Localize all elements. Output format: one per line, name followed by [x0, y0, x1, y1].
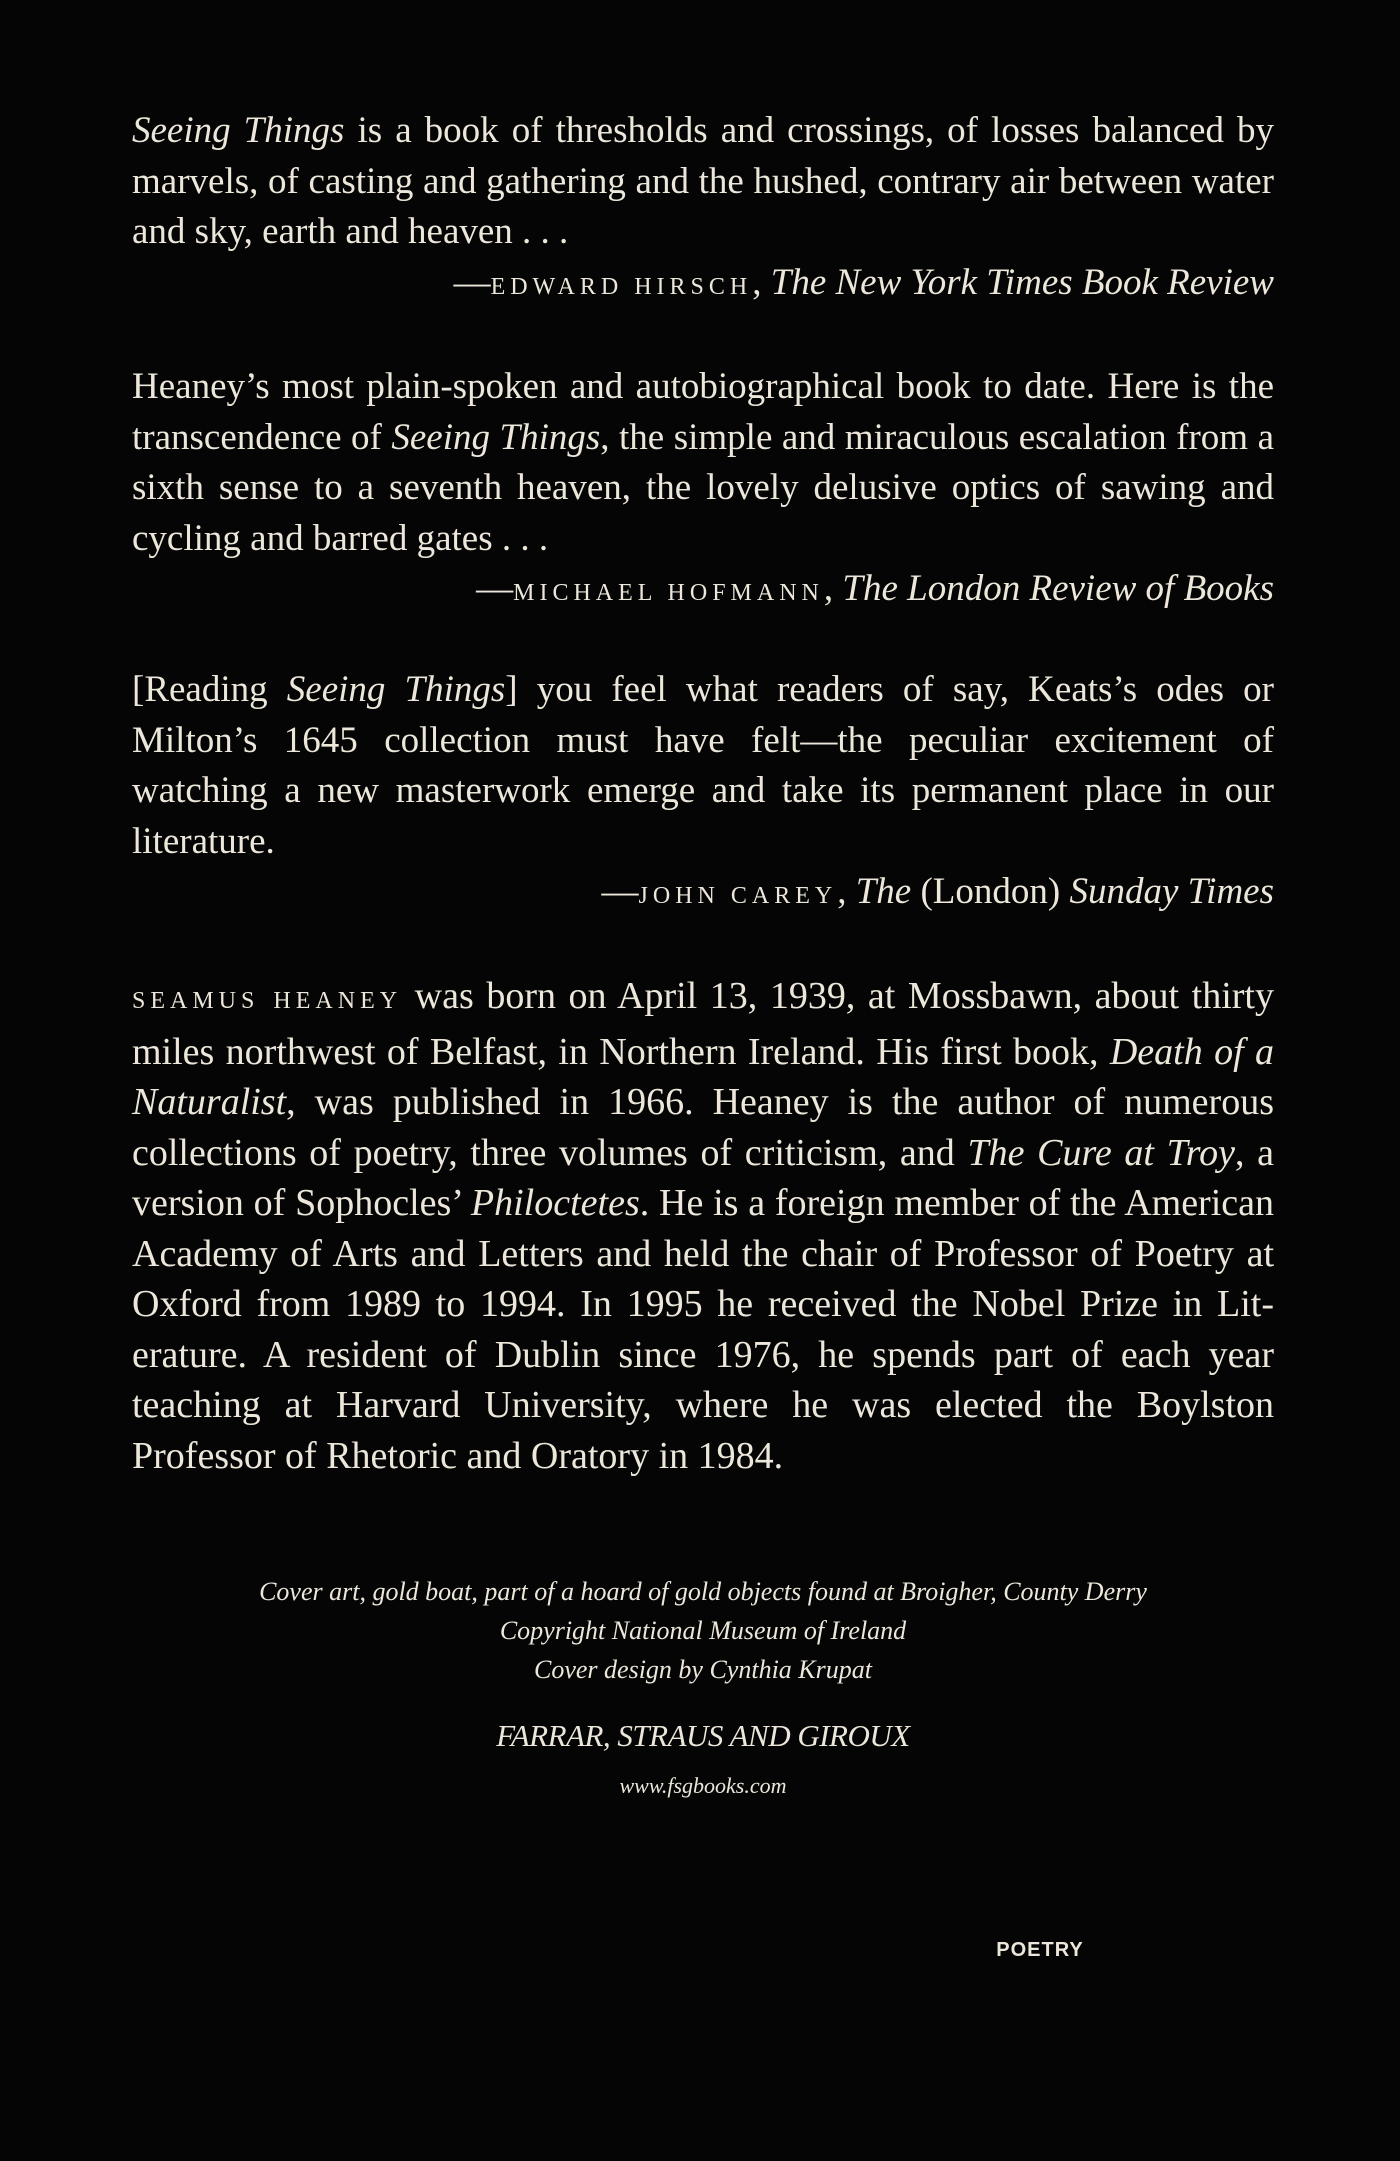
- review-attribution: —MICHAEL HOFMANN, The London Review of Books: [476, 568, 1274, 609]
- publication-name: The London Review of Books: [842, 568, 1274, 609]
- publisher-url: www.fsgbooks.com: [619, 1773, 787, 1798]
- book-title: Seeing Things: [132, 110, 345, 151]
- reviewer-name: EDWARD HIRSCH: [490, 273, 753, 300]
- review-attribution: —EDWARD HIRSCH, The New York Times Book Review: [453, 261, 1274, 303]
- review-body-b: ] you feel what readers of say, Keats’s odes or Milton’s 1645 collection must have felt—the peculiar excitement of watching a new masterwork emerge and take its permanent place in our literature.: [132, 669, 1274, 862]
- credit-line-copyright: Copyright National Museum of Ireland: [499, 1616, 907, 1645]
- bio-text-d: . He is a foreign member of the American Academy of Arts and Letters and held the chair of Professor of Poetry at Oxford from 1989 to 1994. In 1995 he received the Nobel Prize in Literature. A resident of Dublin since 1976, he spends part of each year teaching at Harvard University, where he was elected the Boylston Professor of Rhetoric and Oratory in 1984.: [132, 1182, 1275, 1477]
- review-text: [132, 106, 1274, 258]
- review-hirsch: [132, 106, 1274, 312]
- review-text: [132, 665, 1274, 867]
- review-body-a: Heaney’s most plain-spoken and autobiographical book to date. Here is the transcendence of: [132, 366, 1274, 458]
- review-text: [132, 362, 1274, 564]
- review-body-b: , the simple and miraculous escalation from a sixth sense to a seventh heaven, the lovely delusive optics of sawing and cycling and barred gates . . .: [132, 416, 1274, 559]
- bio-book-2: The Cure at Troy: [967, 1131, 1235, 1174]
- review-body-a: [Reading: [132, 669, 287, 710]
- review-attribution: —JOHN CAREY, The (London) Sunday Times: [601, 871, 1274, 912]
- review-carey: [132, 665, 1274, 921]
- book-title: Seeing Things: [391, 416, 601, 458]
- book-title: Seeing Things: [286, 669, 506, 710]
- publication-name-a: The: [855, 871, 912, 912]
- bio-book-3: Philoctetes: [470, 1182, 640, 1224]
- bio-text-b: , was published in 1966. Heaney is the author of numerous collections of poetry, three volumes of criticism, and: [132, 1081, 1274, 1174]
- author-name: SEAMUS HEANEY: [132, 988, 403, 1014]
- author-bio: [132, 971, 1274, 1481]
- bio-text-a: was born on April 13, 1939, at Mossbawn, about thirty miles northwest of Belfast, in Northern Ireland. His first book,: [132, 975, 1274, 1073]
- bio-book-1: Death of a Naturalist: [132, 1030, 1274, 1123]
- publisher-name: FARRAR, STRAUS AND GIROUX: [496, 1718, 910, 1753]
- review-body: is a book of thresholds and crossings, of losses balanced by marvels, of casting and gathering and the hushed, contrary air between water and sky, earth and heaven . . .: [132, 110, 1275, 252]
- bio-text-c: , a version of Sophocles’: [132, 1131, 1274, 1224]
- reviewer-name: MICHAEL HOFMANN: [513, 580, 824, 606]
- credit-line-art: Cover art, gold boat, part of a hoard of gold objects found at Broigher, County Derry: [259, 1577, 1147, 1606]
- cover-credits: [132, 1572, 1274, 1689]
- publication-name-b: (London): [911, 871, 1070, 912]
- review-hofmann: [132, 362, 1274, 618]
- publication-name-c: Sunday Times: [1069, 871, 1274, 912]
- category-label: POETRY: [996, 1939, 1084, 1961]
- reviewer-name: JOHN CAREY: [638, 883, 838, 909]
- publication-name: The New York Times Book Review: [770, 261, 1274, 303]
- credit-line-design: Cover design by Cynthia Krupat: [534, 1655, 872, 1684]
